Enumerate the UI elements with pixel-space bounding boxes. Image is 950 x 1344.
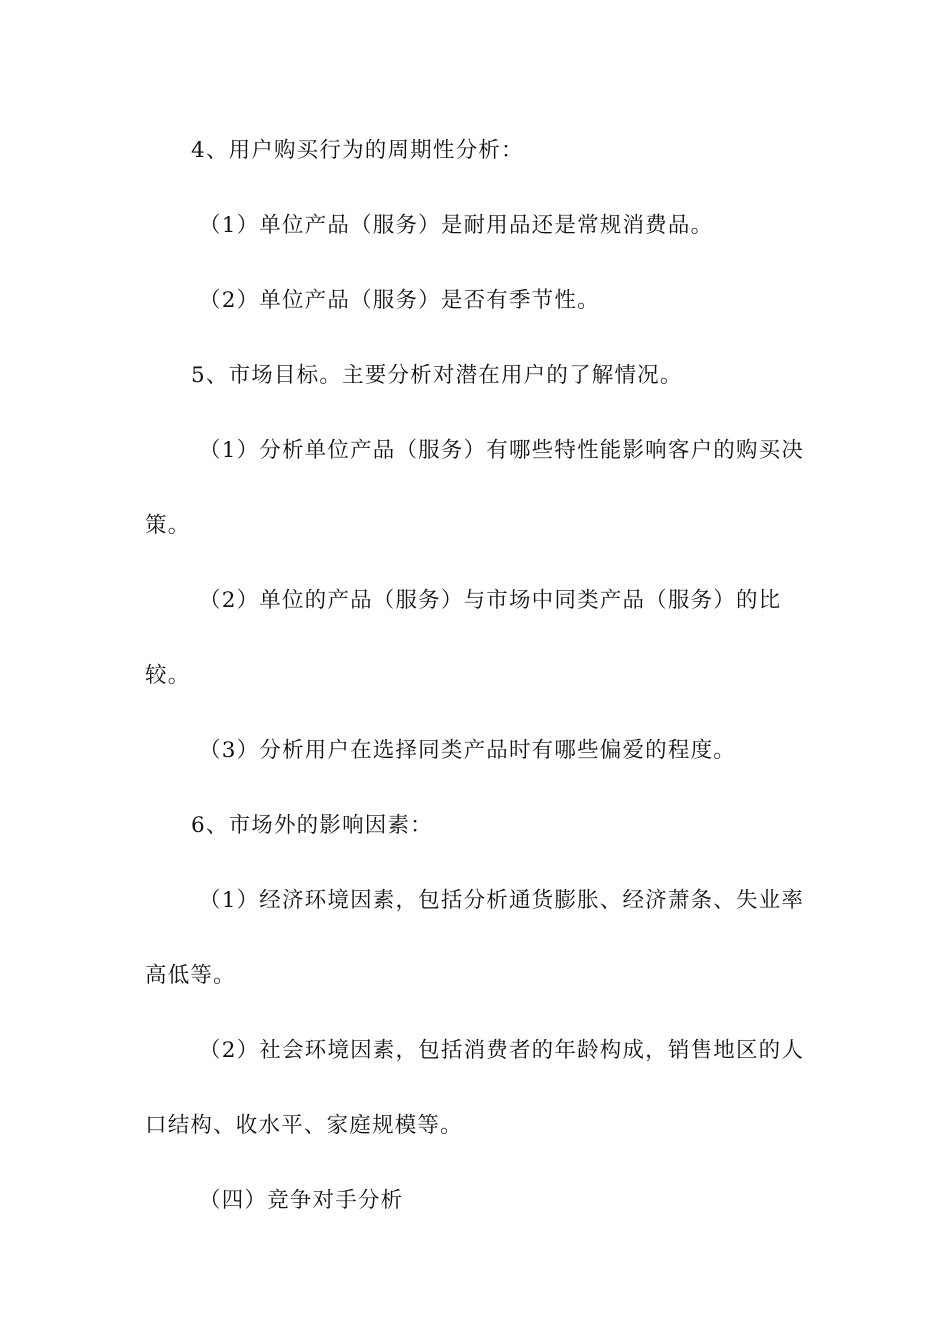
section-4-heading: （四）竞争对手分析: [199, 1188, 404, 1213]
paragraph-5-item-1: （1）分析单位产品（服务）有哪些特性能影响客户的购买决策。: [145, 438, 805, 538]
paragraph-4-heading: 4、用户购买行为的周期性分析：: [191, 138, 524, 163]
paragraph-5-item-3: （3）分析用户在选择同类产品时有哪些偏爱的程度。: [199, 738, 736, 763]
paragraph-4-item-1: （1）单位产品（服务）是耐用品还是常规消费品。: [199, 213, 714, 238]
paragraph-4-item-2: （2）单位产品（服务）是否有季节性。: [199, 288, 600, 313]
paragraph-6-heading: 6、市场外的影响因素：: [191, 813, 433, 838]
paragraph-5-item-2: （2）单位的产品（服务）与市场中同类产品（服务）的比较。: [145, 588, 782, 688]
paragraph-5-heading: 5、市场目标。主要分析对潜在用户的了解情况。: [191, 363, 683, 388]
paragraph-6-item-1: （1）经济环境因素，包括分析通货膨胀、经济萧条、失业率高低等。: [145, 888, 805, 988]
paragraph-6-item-2: （2）社会环境因素，包括消费者的年龄构成，销售地区的人口结构、收水平、家庭规模等。: [145, 1038, 805, 1138]
